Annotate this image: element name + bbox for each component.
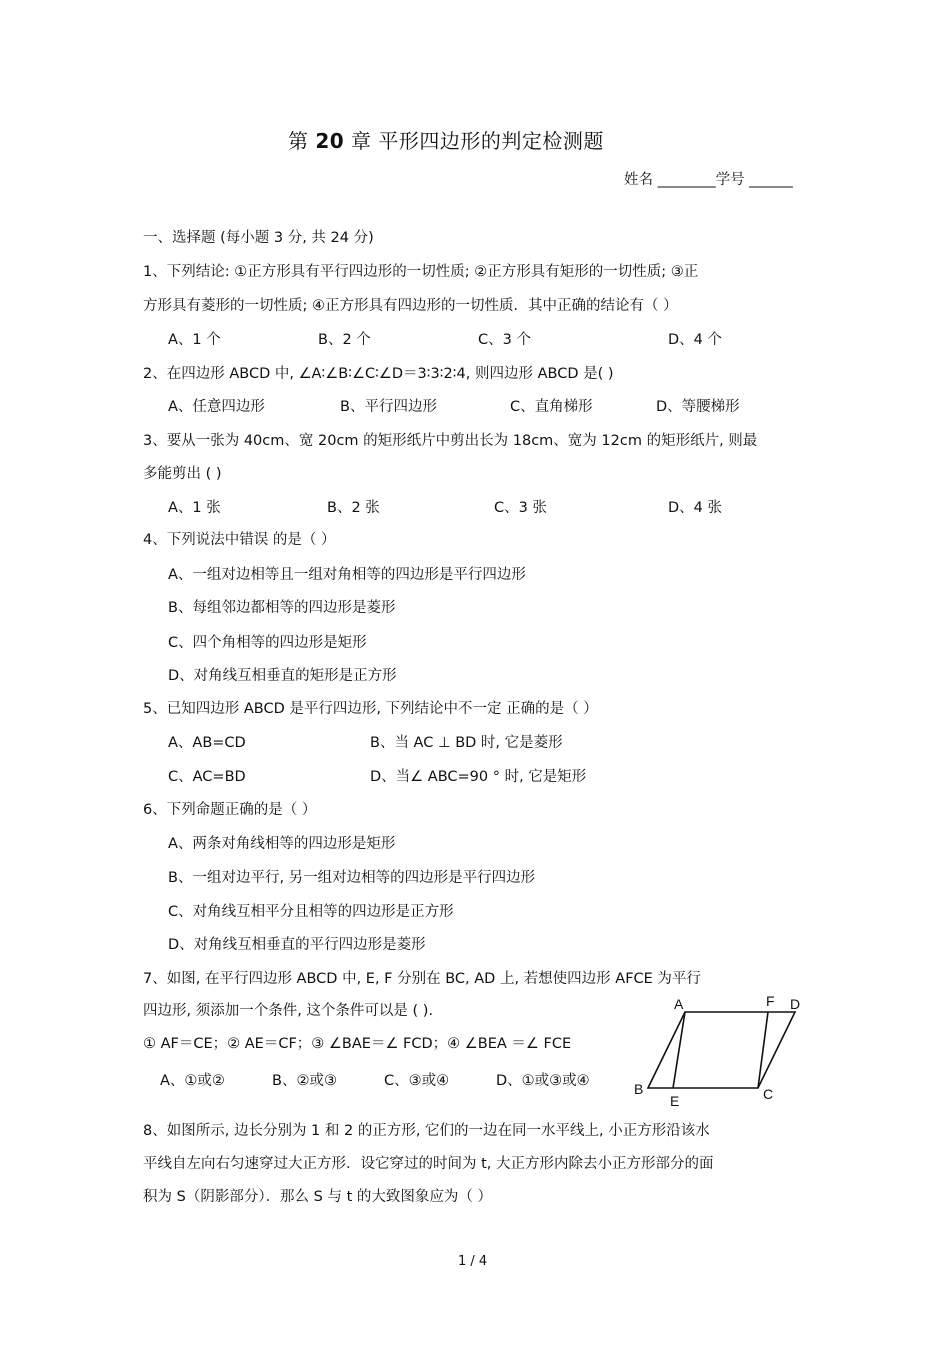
- question-4-option-c: C、四个角相等的四边形是矩形: [168, 635, 367, 651]
- question-3-line-2: 多能剪出 ( ): [143, 466, 222, 482]
- question-1-option-b: B、2 个: [318, 332, 371, 348]
- question-3-option-d: D、4 张: [668, 500, 722, 516]
- question-5-option-d: D、当∠ ABC=90 ° 时, 它是矩形: [370, 769, 587, 785]
- label-c: C: [763, 1086, 774, 1102]
- question-2-option-d: D、等腰梯形: [656, 399, 740, 415]
- question-2-option-a: A、任意四边形: [168, 399, 265, 415]
- question-2-line-1: 2、在四边形 ABCD 中, ∠A∶∠B∶∠C∶∠D＝3∶3∶2∶4, 则四边形 ABCD 是( ): [143, 366, 614, 382]
- question-1-option-c: C、3 个: [478, 332, 531, 348]
- question-7-option-d: D、①或③或④: [496, 1073, 590, 1089]
- parallelogram-figure: [630, 990, 810, 1110]
- question-4-option-b: B、每组邻边都相等的四边形是菱形: [168, 600, 396, 616]
- question-7-line-2: 四边形, 须添加一个条件, 这个条件可以是 ( ).: [143, 1003, 434, 1019]
- name-id-line: 姓名 ________学号 ______: [624, 172, 793, 188]
- label-e: E: [670, 1093, 680, 1109]
- question-5-option-a: A、AB=CD: [168, 735, 246, 751]
- question-5-option-c: C、AC=BD: [168, 769, 246, 785]
- label-f: F: [766, 993, 775, 1009]
- question-8-line-2: 平线自左向右匀速穿过大正方形．设它穿过的时间为 t, 大正方形内除去小正方形部分的面: [143, 1156, 714, 1172]
- question-8-line-1: 8、如图所示, 边长分别为 1 和 2 的正方形, 它们的一边在同一水平线上, 小正方形沿该水: [143, 1123, 710, 1139]
- question-2-option-c: C、直角梯形: [510, 399, 593, 415]
- question-8-line-3: 积为 S（阴影部分）．那么 S 与 t 的大致图象应为（ ）: [143, 1189, 492, 1205]
- section-heading: 一、选择题 (每小题 3 分, 共 24 分): [143, 230, 374, 246]
- question-6-option-c: C、对角线互相平分且相等的四边形是正方形: [168, 904, 454, 920]
- question-5-line-1: 5、已知四边形 ABCD 是平行四边形, 下列结论中不一定 正确的是（ ）: [143, 701, 598, 717]
- question-7-option-b: B、②或③: [272, 1073, 337, 1089]
- question-4-option-a: A、一组对边相等且一组对角相等的四边形是平行四边形: [168, 567, 526, 583]
- question-6-option-b: B、一组对边平行, 另一组对边相等的四边形是平行四边形: [168, 870, 536, 886]
- question-6-option-d: D、对角线互相垂直的平行四边形是菱形: [168, 937, 426, 953]
- question-3-line-1: 3、要从一张为 40cm、宽 20cm 的矩形纸片中剪出长为 18cm、宽为 12cm 的矩形纸片, 则最: [143, 433, 758, 449]
- title-suffix: 章 平形四边形的判定检测题: [344, 129, 604, 153]
- question-3-option-a: A、1 张: [168, 500, 221, 516]
- question-1-line-2: 方形具有菱形的一切性质; ④正方形具有四边形的一切性质．其中正确的结论有（ ）: [143, 298, 678, 314]
- question-4-line-1: 4、下列说法中错误 的是（ ）: [143, 532, 336, 548]
- question-7-line-3: ① AF＝CE；② AE＝CF；③ ∠BAE＝∠ FCD；④ ∠BEA ＝∠ FCE: [143, 1036, 572, 1052]
- label-d: D: [790, 996, 801, 1012]
- question-7-line-1: 7、如图, 在平行四边形 ABCD 中, E, F 分别在 BC, AD 上, 若想使四边形 AFCE 为平行: [143, 971, 701, 987]
- question-6-option-a: A、两条对角线相等的四边形是矩形: [168, 836, 396, 852]
- parallelogram-abcd: [648, 1012, 795, 1088]
- page-number: 1 / 4: [458, 1254, 488, 1269]
- question-4-option-d: D、对角线互相垂直的矩形是正方形: [168, 668, 397, 684]
- question-7-option-c: C、③或④: [384, 1073, 450, 1089]
- question-1-line-1: 1、下列结论: ①正方形具有平行四边形的一切性质; ②正方形具有矩形的一切性质; ③正: [143, 264, 699, 280]
- question-6-line-1: 6、下列命题正确的是（ ）: [143, 802, 317, 818]
- question-3-option-b: B、2 张: [327, 500, 380, 516]
- label-a: A: [674, 996, 684, 1012]
- title-chapter: 20: [315, 129, 345, 153]
- question-7-option-a: A、①或②: [160, 1073, 225, 1089]
- question-2-option-b: B、平行四边形: [340, 399, 437, 415]
- question-1-option-d: D、4 个: [668, 332, 722, 348]
- label-b: B: [634, 1081, 644, 1097]
- question-3-option-c: C、3 张: [494, 500, 547, 516]
- page-title: [288, 128, 604, 154]
- question-1-option-a: A、1 个: [168, 332, 221, 348]
- title-prefix: 第: [288, 129, 316, 153]
- question-5-option-b: B、当 AC ⊥ BD 时, 它是菱形: [370, 735, 563, 751]
